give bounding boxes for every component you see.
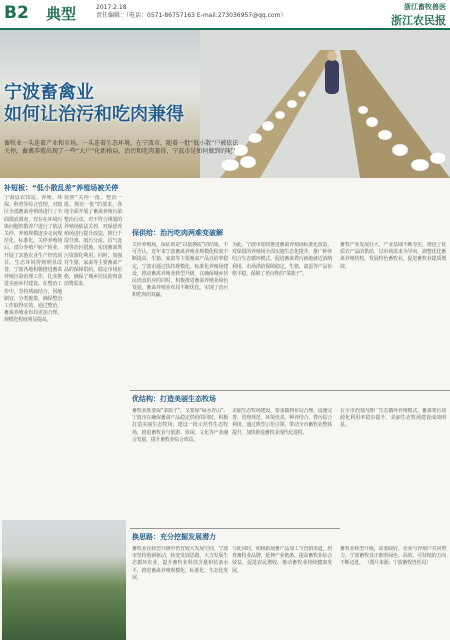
hero-photo [0,30,450,178]
section-heading-3: 优结构：打造美丽生态牧场 [132,395,216,403]
newspaper-logo: 浙江农民报 [391,14,446,27]
page-code: B2 [4,3,29,23]
editor-contact: 责任编辑：（电话：0571-86757163 E-mail:273036957@qq.com） [96,12,287,19]
body-text-column-8: 与此同时，积极拓展畜产品加工与营销渠道，培育畜牧业品牌，延伸产业链条，提高畜牧业综合效益，促进农民增收，推动畜牧业持续健康发展。 [232,546,332,574]
headline-line-1: 宁波畜禽业 [4,82,94,103]
body-text-column-6: 美丽生态牧场建设，要求做到布局合理、设施完善、管理规范、环境优美、种养结合、粪污综合利用。通过典型示范引领，带动全市畜牧业整体提升，加快推进畜牧业现代化进程。 [232,408,332,436]
headline-block [4,82,244,134]
headline-line-2: 如何让治污和吃肉兼得 [4,104,184,125]
issue-date: 2017.2.18 [96,4,127,11]
section-divider-2 [130,528,340,529]
column-name: 典型 [46,5,77,23]
lead-paragraph: 畜牧业一头连着产业和市场，一头连着生态环境。在宁波市，随着一批“低小散”户被依法关停，畜禽养殖出现了一些“大户”化新格局，治污和吃肉兼得，宁波市是如何做到的呢？ [4,140,239,155]
body-text-column-7: 畜牧业在转型升级中仍有较大发展空间，宁波市坚持创新驱动，转变发展思路，大力发展生态循环农业，提升畜牧业科技含量和装备水平，推进畜禽养殖规模化、标准化、生态化发展。 [132,546,228,581]
photo-caption: （图片来源：宁波畜牧兽医局） [364,560,431,567]
page-header [0,0,450,30]
body-text-column-5: 畜牧业既要保“菜篮子”，又要保“绿水青山”。宁波市在确保畜禽产品稳定供给的同时，积极打造美丽生态牧场，建设一批示范性生态牧场，推进畜牧业与旅游、休闲、文化等产业融合发展，提升畜牧业综合效益。 [132,408,228,443]
section-heading-1: 补短板：“低小散乱差”养殖场被关停 [4,184,119,192]
date-line [96,4,286,20]
body-text-column-11: 畜牧业转型升级，需要政府、企业与养殖户共同努力，宁波畜牧业正朝着绿色、高效、可持续的方向不断迈进。 （图片来源：宁波畜牧兽医局） [340,546,446,567]
body-text-column-3: 关停养殖场，保证的是“以量换质”的结果。不可否认，近年来宁波畜禽养殖业规模化程度不断提高，生猪、家禽等主要畜禽产品自给率稳定，宁波市通过扶持规模化、标准化养殖场建设，推动畜禽养殖业转型升级，在确保城乡居民肉食供应的同时，积极推进畜禽养殖业绿色发展，畜禽养殖业布局不断优化，实现了治污和吃肉的双赢。 [132,242,228,299]
edition-name: 浙江畜牧兽医 [404,3,446,11]
section-heading-4: 换思路：充分挖掘发展潜力 [132,533,216,541]
body-text-column-1: 宁海县农技站、养殖、环保、科普等综合管理，对辖区全部畜禽养殖场进行了全面摸底调查，对存在环境污染问题的散养户进行了依法关停。养殖规模逐步走向规范化、标准化。关停养殖场后，部分养殖户转产转业，开展了其他农业生产经营项目。生态环境得到明显改善，宁波各地积极推进畜禽养殖污染治理工作，扎实推进美丽乡村建设。在整治工作中，坚持堵疏结合，因地制宜，分类施策，确保整治工作取得实效。通过整治，畜禽养殖业布局更加合理，规模化程度明显提高。 [4,195,62,324]
section-divider [130,390,450,391]
body-text-column-2: 按照“关停一批、整治一批、规范一批”的要求，各地全面开展了畜禽养殖污染整治行动。对不符合规划的养殖场依法关停，对保留养殖场进行提升改造，推行干湿分离、雨污分流、沼气处理等治污措施，实现畜禽粪污资源化利用。同时，加强对生猪、家禽等主要畜禽产品的保障供给，稳定市场价格，确保了城乡居民的肉食消费需求。 [64,195,122,288]
body-text-column-10: 在全市范围内推广生态循环养殖模式，畜禽粪污资源化利用率稳步提升，美丽生态牧场建设成效明显。 [340,408,446,429]
section-heading-2: 保供给：治污吃肉两难变破解 [132,229,223,237]
body-text-column-4: 为此，宁波市加快推进畜禽养殖场标准化改造，对保留的养殖场全面实施生态化提升，推广种养结合生态循环模式，促进畜禽粪污就地就近消纳利用。市场供给保障稳定，生猪、禽蛋等产品价格平稳，保障了老百姓的“菜篮子”。 [232,242,332,277]
farm-field-photo [2,520,126,640]
body-text-column-9: 畜牧产业发展壮大，产业基础不断夯实，推进了优质农产品的供给，以市场需求为导向，调整优化畜禽养殖结构，发展特色畜牧业，促进畜牧业提质增效。 [340,242,446,270]
